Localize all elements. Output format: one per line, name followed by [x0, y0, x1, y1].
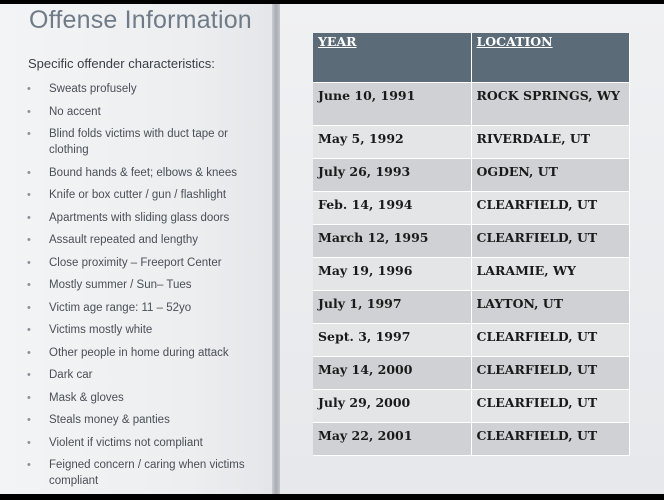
characteristic-text: Knife or box cutter / gun / flashlight [49, 189, 227, 201]
year-cell: Feb. 14, 1994 [313, 192, 471, 225]
table-row [313, 357, 629, 390]
characteristic-item [27, 126, 267, 158]
bullet-icon: • [27, 166, 31, 179]
location-cell: CLEARFIELD, UT [471, 324, 629, 357]
characteristic-text: Blind folds victims with duct tape or clothing [49, 128, 228, 156]
characteristic-item [27, 210, 267, 226]
characteristic-text: Violent if victims not compliant [49, 436, 203, 449]
characteristic-item [27, 412, 267, 428]
characteristic-item [27, 322, 267, 338]
characteristic-item [27, 277, 267, 293]
characteristic-text: Dark car [49, 369, 93, 381]
bullet-icon: • [27, 459, 31, 471]
characteristic-item [27, 345, 267, 361]
year-cell: June 10, 1991 [313, 83, 471, 126]
table-row [313, 159, 629, 192]
characteristic-text: Bound hands & feet; elbows & knees [49, 166, 237, 179]
characteristic-item [27, 232, 267, 248]
bullet-icon: • [27, 391, 31, 404]
table-body [313, 83, 629, 456]
year-cell: July 1, 1997 [313, 291, 471, 324]
location-cell: CLEARFIELD, UT [471, 390, 629, 423]
characteristic-item [27, 255, 267, 271]
location-cell: RIVERDALE, UT [471, 126, 629, 159]
bullet-icon: • [27, 324, 31, 336]
bullet-icon: • [27, 301, 31, 314]
table-row [313, 258, 629, 291]
location-cell: CLEARFIELD, UT [471, 225, 629, 258]
location-cell: OGDEN, UT [471, 159, 629, 192]
location-cell: LARAMIE, WY [471, 258, 629, 291]
characteristic-item [27, 187, 267, 203]
table-row [313, 83, 629, 126]
table-row [313, 423, 629, 456]
table-row [313, 390, 629, 423]
location-cell: ROCK SPRINGS, WY [471, 83, 629, 126]
bullet-icon: • [27, 105, 31, 118]
characteristic-item [27, 104, 267, 120]
offense-table [313, 33, 630, 456]
location-cell: CLEARFIELD, UT [471, 423, 629, 456]
year-column-header: YEAR [313, 33, 471, 83]
characteristic-text: Feigned concern / caring when victims compliant [49, 459, 245, 487]
year-cell: May 19, 1996 [313, 258, 471, 291]
characteristic-text: Sweats profusely [49, 83, 137, 95]
characteristic-text: Close proximity – Freeport Center [49, 256, 222, 269]
characteristic-item [27, 81, 267, 97]
characteristic-text: Assault repeated and lengthy [49, 234, 198, 246]
characteristic-text: Steals money & panties [49, 414, 170, 426]
year-cell: March 12, 1995 [313, 225, 471, 258]
bullet-icon: • [27, 189, 31, 201]
characteristic-text: No accent [49, 105, 101, 118]
table-row [313, 291, 629, 324]
characteristic-item [27, 300, 267, 316]
table-row [313, 192, 629, 225]
characteristic-text: Mask & gloves [49, 391, 124, 404]
bullet-icon: • [27, 414, 31, 426]
bullet-icon: • [27, 234, 31, 246]
year-cell: July 26, 1993 [313, 159, 471, 192]
characteristic-item [27, 165, 267, 181]
top-border [0, 0, 664, 4]
bullet-icon: • [27, 279, 31, 291]
table-row [313, 126, 629, 159]
location-cell: CLEARFIELD, UT [471, 357, 629, 390]
bullet-icon: • [27, 346, 31, 359]
year-cell: Sept. 3, 1997 [313, 324, 471, 357]
bullet-icon: • [27, 83, 31, 95]
location-cell: CLEARFIELD, UT [471, 192, 629, 225]
year-cell: May 22, 2001 [313, 423, 471, 456]
characteristic-text: Other people in home during attack [49, 346, 229, 359]
table-row [313, 324, 629, 357]
year-cell: July 29, 2000 [313, 390, 471, 423]
left-panel [0, 4, 272, 494]
year-cell: May 5, 1992 [313, 126, 471, 159]
slide-title: Offense Information [29, 6, 252, 34]
bullet-icon: • [27, 256, 31, 269]
table-header-row [313, 33, 629, 83]
bullet-icon: • [27, 128, 31, 140]
panel-divider [272, 4, 280, 494]
characteristic-text: Victim age range: 11 – 52yo [49, 301, 192, 314]
location-column-header: LOCATION [471, 33, 629, 83]
characteristic-text: Victims mostly white [49, 324, 153, 336]
bullet-icon: • [27, 369, 31, 381]
location-cell: LAYTON, UT [471, 291, 629, 324]
table-row [313, 225, 629, 258]
bullet-icon: • [27, 436, 31, 449]
year-cell: May 14, 2000 [313, 357, 471, 390]
bottom-border [0, 494, 664, 500]
characteristic-text: Apartments with sliding glass doors [49, 211, 230, 224]
characteristics-list [27, 81, 267, 494]
characteristic-text: Mostly summer / Sun– Tues [49, 279, 192, 291]
characteristic-item [27, 457, 267, 489]
characteristics-heading: Specific offender characteristics: [28, 56, 215, 71]
characteristic-item [27, 390, 267, 406]
characteristic-item [27, 367, 267, 383]
bullet-icon: • [27, 211, 31, 224]
characteristic-item [27, 435, 267, 451]
